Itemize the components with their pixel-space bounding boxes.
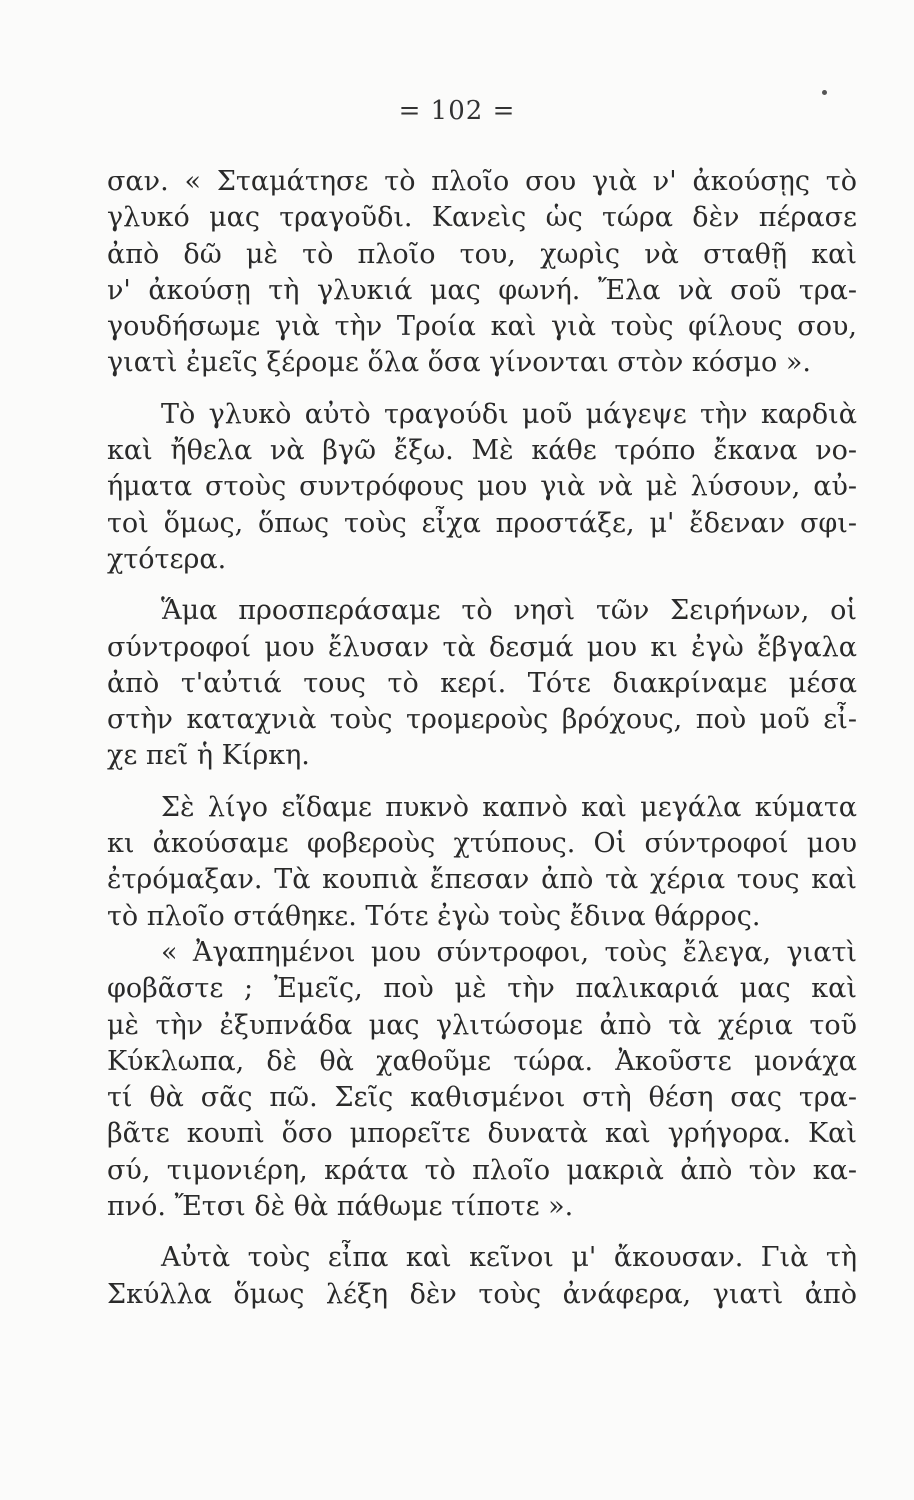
text-line: « Ἀγαπημένοι μου σύντροφοι, τοὺς ἔλεγα, γιατὶ [161, 936, 857, 968]
text-line: Αὐτὰ τοὺς εἶπα καὶ κεῖνοι μ' ἄκουσαν. Γιὰ τὴ [161, 1242, 857, 1274]
text-line: τοὶ ὅμως, ὅπως τοὺς εἶχα προστάξε, μ' ἔδεναν σφι- [107, 507, 857, 539]
paragraph-6 [107, 1240, 857, 1313]
text-line: ἐτρόμαξαν. Τὰ κουπιὰ ἔπεσαν ἀπὸ τὰ χέρια τους καὶ [107, 864, 857, 896]
text-line: βᾶτε κουπὶ ὅσο μπορεῖτε δυνατὰ καὶ γρήγορα. Καὶ [107, 1118, 857, 1150]
text-line: ήματα στοὺς συντρόφους μου γιὰ νὰ μὲ λύσουν, αὐ- [107, 471, 857, 503]
text-line: στὴν καταχνιὰ τοὺς τρομεροὺς βρόχους, ποὺ μοῦ εἶ- [107, 704, 857, 736]
text-line: φοβᾶστε ; Ἐμεῖς, ποὺ μὲ τὴν παλικαριά μας καὶ [107, 973, 857, 1005]
text-line: γλυκό μας τραγοῦδι. Κανεὶς ὡς τώρα δὲν πέρασε [107, 202, 857, 234]
text-line: ἀπὸ τ'αὐτιά τους τὸ κερί. Τότε διακρίναμε μέσα [107, 667, 857, 699]
text-line: τί θὰ σᾶς πῶ. Σεῖς καθισμένοι στὴ θέση σας τρα- [107, 1082, 857, 1114]
text-line: σύ, τιμονιέρη, κράτα τὸ πλοῖο μακριὰ ἀπὸ τὸν κα- [107, 1154, 857, 1186]
text-line: Κύκλωπα, δὲ θὰ χαθοῦμε τώρα. Ἀκοῦστε μονάχα [107, 1045, 857, 1077]
paragraph-3 [107, 593, 857, 774]
text-line: χτότερα. [107, 543, 227, 575]
text-line: τὸ πλοῖο στάθηκε. Τότε ἐγὼ τοὺς ἔδινα θάρρος. [107, 900, 761, 932]
paragraph-1 [107, 164, 857, 382]
text-line: γιατὶ ἐμεῖς ξέρομε ὅλα ὅσα γίνονται στὸν κόσμο ». [107, 347, 811, 379]
text-line: κι ἀκούσαμε φοβεροὺς χτύπους. Οἱ σύντροφοί μου [107, 828, 857, 860]
text-line: χε πεῖ ἡ Κίρκη. [107, 740, 310, 772]
text-line: Τὸ γλυκὸ αὐτὸ τραγούδι μοῦ μάγεψε τὴν καρδιὰ [161, 398, 857, 430]
text-line: ἀπὸ δῶ μὲ τὸ πλοῖο του, χωρὶς νὰ σταθῇ καὶ [107, 238, 857, 270]
page-number: = 102 = [398, 96, 516, 126]
ink-speck [822, 90, 827, 95]
paragraph-5 [107, 935, 857, 1225]
text-line: Σὲ λίγο εἴδαμε πυκνὸ καπνὸ καὶ μεγάλα κύματα [161, 791, 857, 823]
text-line: Ἅμα προσπεράσαμε τὸ νησὶ τῶν Σειρήνων, οἱ [161, 595, 857, 627]
text-line: σαν. « Σταμάτησε τὸ πλοῖο σου γιὰ ν' ἀκούσῃς τὸ [107, 166, 857, 197]
paragraph-2 [107, 397, 857, 578]
text-line: πνό. Ἔτσι δὲ θὰ πάθωμε τίποτε ». [107, 1191, 574, 1223]
text-line: σύντροφοί μου ἔλυσαν τὰ δεσμά μου κι ἐγὼ ἔβγαλα [107, 631, 857, 663]
text-line: ν' ἀκούσῃ τὴ γλυκιά μας φωνή. Ἔλα νὰ σοῦ τρα- [107, 274, 857, 306]
text-line: γουδήσωμε γιὰ τὴν Τροία καὶ γιὰ τοὺς φίλους σου, [107, 311, 857, 343]
body-text [107, 164, 857, 1313]
text-line: μὲ τὴν ἐξυπνάδα μας γλιτώσομε ἀπὸ τὰ χέρια τοῦ [107, 1009, 857, 1041]
text-line: καὶ ἤθελα νὰ βγῶ ἔξω. Μὲ κάθε τρόπο ἔκανα νο- [107, 435, 857, 467]
paragraph-4 [107, 790, 857, 935]
text-line: Σκύλλα ὅμως λέξη δὲν τοὺς ἀνάφερα, γιατὶ ἀπὸ [107, 1278, 857, 1310]
